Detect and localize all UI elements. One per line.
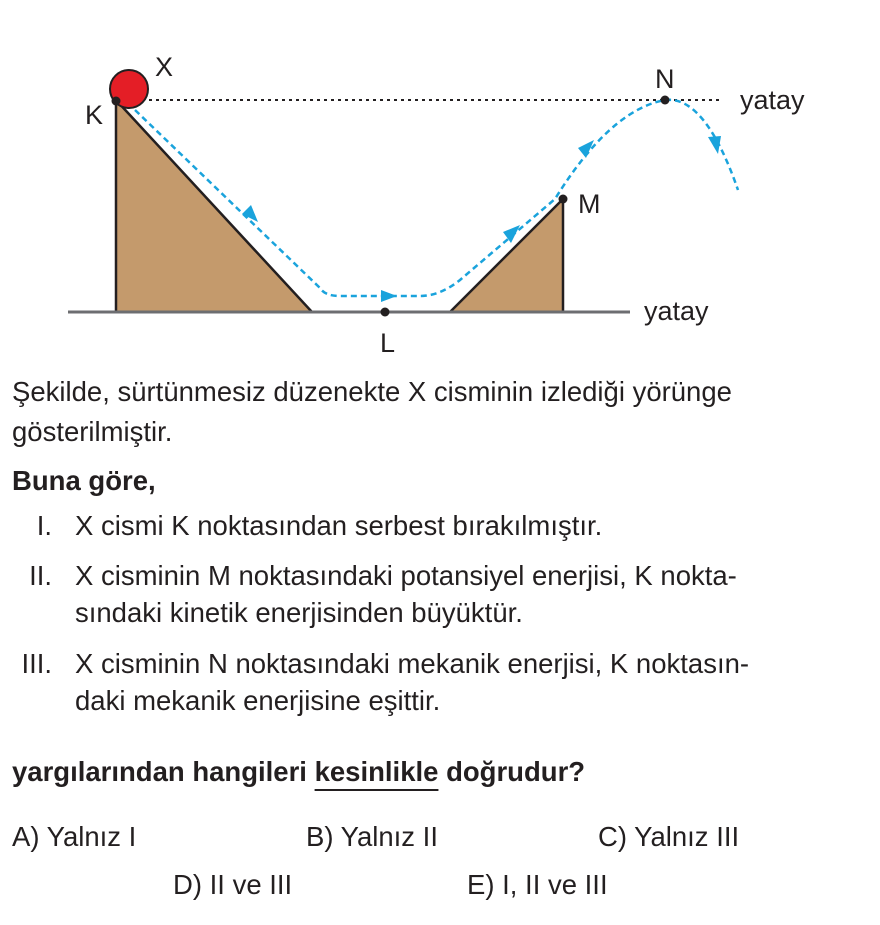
right-incline: [450, 199, 563, 312]
point-m-dot: [559, 195, 568, 204]
left-incline: [116, 100, 312, 312]
label-l: L: [380, 328, 396, 358]
statement-line: X cisminin N noktasındaki mekanik enerjisi, K noktasın-: [75, 648, 750, 679]
question-intro-line1: Şekilde, sürtünmesiz düzenekte X cisminin izlediği yörünge: [12, 376, 732, 407]
option-d[interactable]: D) II ve III: [173, 869, 293, 900]
statement-number: II.: [29, 560, 52, 591]
statement-line: daki mekanik enerjisine eşittir.: [75, 685, 441, 716]
prompt-after: doğrudur?: [438, 756, 586, 787]
statement-3: [0, 645, 880, 725]
statement-line: sındaki kinetik enerjisinden büyüktür.: [75, 597, 523, 628]
statement-number: I.: [36, 510, 52, 541]
question-prompt: [12, 752, 585, 792]
question-lead: Buna göre,: [12, 465, 156, 496]
trajectory-arrow-4: [578, 140, 594, 158]
option-e[interactable]: E) I, II ve III: [467, 869, 608, 900]
label-yatay-top: yatay: [740, 85, 805, 115]
statement-line: X cisminin M noktasındaki potansiyel enerjisi, K nokta-: [75, 560, 737, 591]
label-m: M: [578, 189, 601, 219]
statement-number: III.: [21, 648, 52, 679]
point-l-dot: [381, 308, 390, 317]
point-n-dot: [661, 96, 670, 105]
label-n: N: [655, 64, 675, 94]
prompt-emphasis: kesinlikle: [314, 756, 439, 787]
trajectory-arrow-5: [708, 136, 721, 154]
label-k: K: [85, 100, 104, 130]
label-yatay-bottom: yatay: [644, 296, 709, 326]
statement-2: [0, 557, 880, 637]
statement-text: [75, 557, 737, 631]
question-intro: [12, 372, 732, 452]
question-intro-line2: gösterilmiştir.: [12, 416, 173, 447]
physics-figure: [0, 0, 880, 360]
point-k-dot: [112, 97, 121, 106]
trajectory-arrow-1: [242, 205, 258, 222]
prompt-before: yargılarından hangileri: [12, 756, 315, 787]
statement-text: X cismi K noktasından serbest bırakılmıştır.: [75, 510, 603, 541]
option-c[interactable]: C) Yalnız III: [598, 821, 740, 852]
option-a[interactable]: A) Yalnız I: [12, 821, 137, 852]
option-b[interactable]: B) Yalnız II: [306, 821, 438, 852]
statement-text: [75, 645, 749, 719]
label-x: X: [155, 52, 174, 82]
statement-1: [0, 507, 880, 547]
trajectory-arrow-2: [381, 290, 397, 302]
